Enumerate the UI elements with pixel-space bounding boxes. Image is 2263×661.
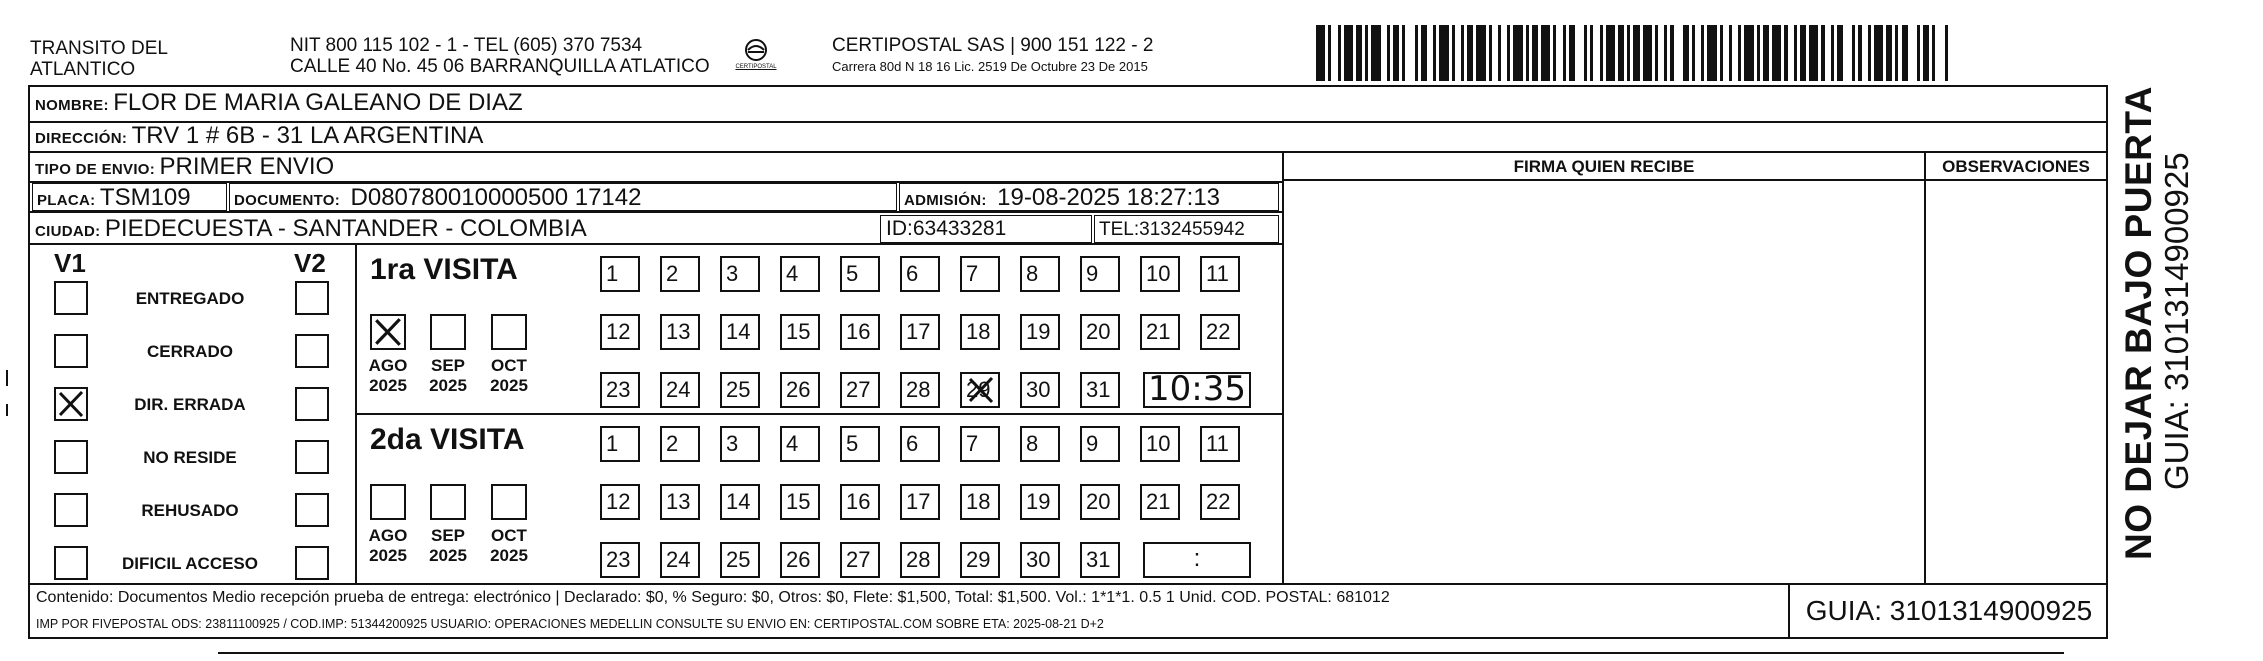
tel-field (1099, 219, 1245, 241)
month-name: SEP (430, 526, 466, 545)
day-number: 17 (906, 319, 931, 344)
tipo-value: PRIMER ENVIO (159, 153, 335, 180)
day-box[interactable] (780, 542, 820, 578)
v1-checkbox[interactable] (54, 546, 88, 580)
month-checkbox[interactable] (430, 484, 466, 520)
row-tipo (35, 153, 334, 181)
direccion-label: DIRECCIÓN: (35, 130, 128, 147)
placa-field (37, 184, 191, 212)
barcode-bar (1371, 25, 1380, 81)
day-box[interactable] (600, 372, 640, 408)
admision-field (904, 184, 1220, 212)
day-number: 19 (1026, 489, 1051, 514)
barcode-bar (1809, 25, 1818, 81)
day-box[interactable] (1140, 314, 1180, 350)
day-box[interactable] (900, 372, 940, 408)
barcode-bar (1344, 25, 1353, 81)
sender-name (30, 38, 168, 80)
id-value: 63433281 (912, 217, 1007, 240)
day-number: 20 (1086, 319, 1111, 344)
day-number: 1 (606, 261, 619, 286)
day-box[interactable] (1020, 542, 1060, 578)
side-warning: NO DEJAR BAJO PUERTA (2118, 86, 2159, 560)
sender-line2: ATLANTICO (30, 59, 136, 80)
placa-label: PLACA: (37, 192, 96, 209)
day-number: 27 (846, 377, 871, 402)
day-box[interactable] (900, 542, 940, 578)
nombre-value: FLOR DE MARIA GALEANO DE DIAZ (113, 89, 523, 116)
footer-guia: GUIA: 3101314900925 (1805, 595, 2093, 626)
v2-checkbox[interactable] (295, 281, 329, 315)
day-box[interactable] (1080, 426, 1120, 462)
status-reason-label: REHUSADO (141, 501, 239, 520)
day-number: 3 (726, 261, 739, 286)
month-year: 2025 (429, 376, 467, 395)
barcode-bar (1316, 25, 1325, 81)
day-box[interactable] (720, 426, 760, 462)
day-number: 17 (906, 489, 931, 514)
direccion-value: TRV 1 # 6B - 31 LA ARGENTINA (131, 122, 484, 149)
day-box[interactable] (600, 314, 640, 350)
company-info (832, 35, 1153, 74)
certipostal-logo (732, 38, 780, 78)
barcode-bar (1541, 25, 1550, 81)
day-box[interactable] (900, 256, 940, 292)
day-box[interactable] (960, 426, 1000, 462)
visit-time-value: 10:35 (1148, 369, 1246, 409)
day-box[interactable] (840, 372, 880, 408)
day-box[interactable] (840, 484, 880, 520)
tel-label: TEL: (1099, 219, 1140, 240)
day-box[interactable] (960, 372, 1000, 408)
id-label: ID: (886, 217, 913, 240)
day-number: 30 (1026, 547, 1051, 572)
documento-label: DOCUMENTO: (234, 192, 341, 209)
barcode-bar (1874, 25, 1883, 81)
visit-time-value: : (1193, 545, 1201, 572)
day-number: 1 (606, 431, 619, 456)
v2-header: V2 (294, 248, 326, 278)
day-box[interactable] (1080, 372, 1120, 408)
day-number: 4 (786, 431, 799, 456)
day-number: 11 (1206, 431, 1229, 456)
month-checkbox[interactable] (370, 314, 406, 350)
day-box[interactable] (960, 484, 1000, 520)
admision-value: 19-08-2025 18:27:13 (997, 184, 1221, 211)
day-number: 18 (966, 489, 991, 514)
sender-nit: NIT 800 115 102 - 1 - TEL (605) 370 7534 (290, 35, 643, 56)
company-address: Carrera 80d N 18 16 Lic. 2519 De Octubre 23 De 2015 (832, 59, 1148, 74)
day-number: 10 (1146, 431, 1171, 456)
day-box[interactable] (900, 314, 940, 350)
day-number: 10 (1146, 261, 1171, 286)
day-box[interactable] (660, 484, 700, 520)
month-label (481, 356, 537, 396)
day-box[interactable] (660, 542, 700, 578)
month-name: AGO (368, 356, 408, 375)
day-number: 29 (966, 547, 991, 572)
day-box[interactable] (780, 372, 820, 408)
barcode-bar (1476, 25, 1485, 81)
barcode-bar (1643, 25, 1652, 81)
day-box[interactable] (600, 484, 640, 520)
status-reason-label: DIFICIL ACCESO (121, 554, 258, 573)
day-number: 24 (666, 377, 691, 402)
day-number: 25 (726, 377, 751, 402)
day-box[interactable] (660, 426, 700, 462)
month-name: AGO (368, 526, 408, 545)
barcode-bar (1606, 25, 1615, 81)
day-number: 31 (1086, 377, 1111, 402)
day-box[interactable] (1200, 314, 1240, 350)
rule (28, 151, 2108, 153)
day-box[interactable] (600, 426, 640, 462)
day-box[interactable] (1020, 314, 1060, 350)
v2-checkbox[interactable] (295, 440, 329, 474)
day-number: 8 (1026, 261, 1039, 286)
day-number: 27 (846, 547, 871, 572)
sender-address: CALLE 40 No. 45 06 BARRANQUILLA ATLATICO (290, 56, 710, 77)
day-box[interactable] (1200, 256, 1240, 292)
status-reason-label: ENTREGADO (135, 289, 245, 308)
month-year: 2025 (429, 546, 467, 565)
day-number: 13 (666, 319, 691, 344)
day-number: 25 (726, 547, 751, 572)
x-mark-icon (56, 389, 86, 419)
day-box[interactable] (1080, 484, 1120, 520)
day-number: 23 (606, 547, 631, 572)
v2-checkbox[interactable] (295, 493, 329, 527)
day-number: 2 (666, 431, 679, 456)
day-number: 9 (1086, 431, 1099, 456)
ciudad-field (35, 215, 587, 243)
barcode-bar (1405, 25, 1414, 81)
day-box[interactable] (840, 256, 880, 292)
day-number: 26 (786, 377, 811, 402)
day-number: 30 (1026, 377, 1051, 402)
month-year: 2025 (369, 546, 407, 565)
month-label (360, 526, 416, 566)
day-number: 2 (666, 261, 679, 286)
month-label (481, 526, 537, 566)
day-number: 6 (906, 261, 919, 286)
barcode-bar (1772, 25, 1781, 81)
visit-title: 2da VISITA (370, 423, 525, 456)
visit-time-field[interactable] (1143, 369, 1251, 409)
barcode-bar (1707, 25, 1716, 81)
day-number: 3 (726, 431, 739, 456)
bottom-rule (218, 652, 2064, 654)
month-label (360, 356, 416, 396)
day-number: 28 (906, 547, 931, 572)
day-box[interactable] (720, 542, 760, 578)
month-name: OCT (491, 526, 527, 545)
v1-checkbox[interactable] (54, 334, 88, 368)
barcode-bar (1744, 25, 1753, 81)
barcode-bar (1575, 25, 1584, 81)
status-reason-label: CERRADO (147, 342, 233, 361)
month-label (420, 356, 476, 396)
barcode (1316, 25, 1952, 81)
id-field (886, 217, 1006, 241)
day-box[interactable] (720, 484, 760, 520)
rule (28, 243, 1284, 245)
firma-header: FIRMA QUIEN RECIBE (1513, 157, 1695, 176)
day-number: 19 (1026, 319, 1051, 344)
tipo-label: TIPO DE ENVIO: (35, 161, 156, 178)
day-box[interactable] (1140, 426, 1180, 462)
status-reason-label: NO RESIDE (143, 448, 237, 467)
month-checkbox[interactable] (370, 484, 406, 520)
day-number: 12 (606, 489, 631, 514)
day-number: 4 (786, 261, 799, 286)
barcode-bar (1843, 25, 1852, 81)
x-mark-icon (372, 316, 404, 348)
footer-content: Contenido: Documentos Medio recepción prueba de entrega: electrónico | Declarado: $0, % Seguro: $0, Otros: $0, Flete: $1,500, Total: $1,500. Vol.: 1*1*1. 0.5 1 Unid. COD. POSTAL: 681012 (36, 589, 1390, 606)
day-box[interactable] (1140, 256, 1180, 292)
day-box[interactable] (1140, 484, 1180, 520)
month-year: 2025 (490, 376, 528, 395)
day-number: 5 (846, 431, 859, 456)
visit-title: 1ra VISITA (370, 253, 518, 286)
day-number: 16 (846, 319, 871, 344)
day-number: 28 (906, 377, 931, 402)
rule (1924, 151, 1926, 583)
day-box[interactable] (660, 372, 700, 408)
day-number: 9 (1086, 261, 1099, 286)
day-number: 12 (606, 319, 631, 344)
day-box[interactable] (1080, 542, 1120, 578)
barcode-bar (1513, 25, 1522, 81)
month-year: 2025 (490, 546, 528, 565)
day-box[interactable] (780, 256, 820, 292)
v1-checkbox[interactable] (54, 281, 88, 315)
month-year: 2025 (369, 376, 407, 395)
nombre-label: NOMBRE: (35, 97, 109, 114)
admision-label: ADMISIÓN: (904, 192, 987, 209)
side-guia: GUIA: 3101314900925 (2158, 152, 2195, 490)
day-number: 26 (786, 547, 811, 572)
day-number: 16 (846, 489, 871, 514)
month-name: OCT (491, 356, 527, 375)
barcode-bar (1948, 25, 1951, 81)
month-checkbox[interactable] (430, 314, 466, 350)
day-box[interactable] (960, 256, 1000, 292)
rule (1282, 151, 1284, 583)
logo-text: CERTIPOSTAL (735, 64, 777, 70)
day-box[interactable] (1080, 314, 1120, 350)
day-number: 5 (846, 261, 859, 286)
day-box[interactable] (840, 426, 880, 462)
tel-value: 3132455942 (1139, 219, 1245, 240)
observaciones-header: OBSERVACIONES (1942, 157, 2090, 176)
day-box[interactable] (960, 542, 1000, 578)
rule (1284, 179, 2108, 181)
month-name: SEP (430, 356, 466, 375)
day-box[interactable] (780, 314, 820, 350)
day-number: 22 (1206, 319, 1231, 344)
day-box[interactable] (1020, 372, 1060, 408)
day-box[interactable] (840, 314, 880, 350)
day-box[interactable] (600, 256, 640, 292)
sender-line1: TRANSITO DEL (30, 38, 168, 59)
day-box[interactable] (720, 256, 760, 292)
day-box[interactable] (900, 484, 940, 520)
barcode-bar (1935, 25, 1944, 81)
day-box[interactable] (1020, 256, 1060, 292)
day-number: 15 (786, 319, 811, 344)
day-number: 11 (1206, 261, 1229, 286)
ciudad-value: PIEDECUESTA - SANTANDER - COLOMBIA (104, 215, 587, 242)
day-number: 18 (966, 319, 991, 344)
day-number: 6 (906, 431, 919, 456)
row-direccion (35, 122, 483, 150)
day-box[interactable] (660, 314, 700, 350)
v1-checkbox[interactable] (54, 387, 88, 421)
company-line: CERTIPOSTAL SAS | 900 151 122 - 2 (832, 35, 1154, 56)
v1-checkbox[interactable] (54, 440, 88, 474)
day-number: 31 (1086, 547, 1111, 572)
documento-value: D080780010000500 17142 (350, 184, 642, 211)
footer-print-info: IMP POR FIVEPOSTAL ODS: 23811100925 / COD.IMP: 51344200925 USUARIO: OPERACIONES MEDELLIN CONSULTE SU ENVIO EN: CERTIPOSTAL.COM SOBRE ETA: 2025-08-21 D+2 (36, 617, 1104, 631)
day-number: 20 (1086, 489, 1111, 514)
rule (355, 413, 1282, 415)
v2-checkbox[interactable] (295, 546, 329, 580)
day-number: 15 (786, 489, 811, 514)
day-number: 23 (606, 377, 631, 402)
day-box[interactable] (1080, 256, 1120, 292)
rule (28, 583, 2108, 585)
day-box[interactable] (840, 542, 880, 578)
documento-field (234, 184, 641, 212)
day-box[interactable] (1020, 426, 1060, 462)
day-box[interactable] (720, 314, 760, 350)
day-number: 29 (966, 377, 991, 402)
day-box[interactable] (600, 542, 640, 578)
row-nombre (35, 89, 523, 117)
day-number: 14 (726, 489, 751, 514)
day-box[interactable] (1200, 484, 1240, 520)
barcode-bar (1908, 25, 1917, 81)
day-box[interactable] (720, 372, 760, 408)
day-number: 7 (966, 261, 979, 286)
day-number: 13 (666, 489, 691, 514)
month-checkbox[interactable] (491, 314, 527, 350)
day-box[interactable] (900, 426, 940, 462)
ciudad-label: CIUDAD: (35, 223, 101, 240)
barcode-bar (1439, 25, 1448, 81)
day-number: 24 (666, 547, 691, 572)
day-box[interactable] (780, 426, 820, 462)
day-number: 21 (1146, 319, 1171, 344)
day-number: 22 (1206, 489, 1231, 514)
sender-contact (290, 35, 710, 77)
v1-header: V1 (54, 248, 86, 278)
placa-value: TSM109 (99, 184, 191, 211)
day-box[interactable] (960, 314, 1000, 350)
v2-checkbox[interactable] (295, 334, 329, 368)
month-checkbox[interactable] (491, 484, 527, 520)
status-reason-label: DIR. ERRADA (134, 395, 246, 414)
day-box[interactable] (660, 256, 700, 292)
day-number: 14 (726, 319, 751, 344)
day-box[interactable] (780, 484, 820, 520)
v2-checkbox[interactable] (295, 387, 329, 421)
day-number: 7 (966, 431, 979, 456)
day-number: 21 (1146, 489, 1171, 514)
barcode-bar (1674, 25, 1683, 81)
month-label (420, 526, 476, 566)
visit-time-field[interactable] (1143, 542, 1251, 578)
margin-mark (6, 404, 8, 416)
v1-checkbox[interactable] (54, 493, 88, 527)
margin-mark (6, 370, 8, 386)
day-number: 8 (1026, 431, 1039, 456)
day-box[interactable] (1020, 484, 1060, 520)
day-box[interactable] (1200, 426, 1240, 462)
